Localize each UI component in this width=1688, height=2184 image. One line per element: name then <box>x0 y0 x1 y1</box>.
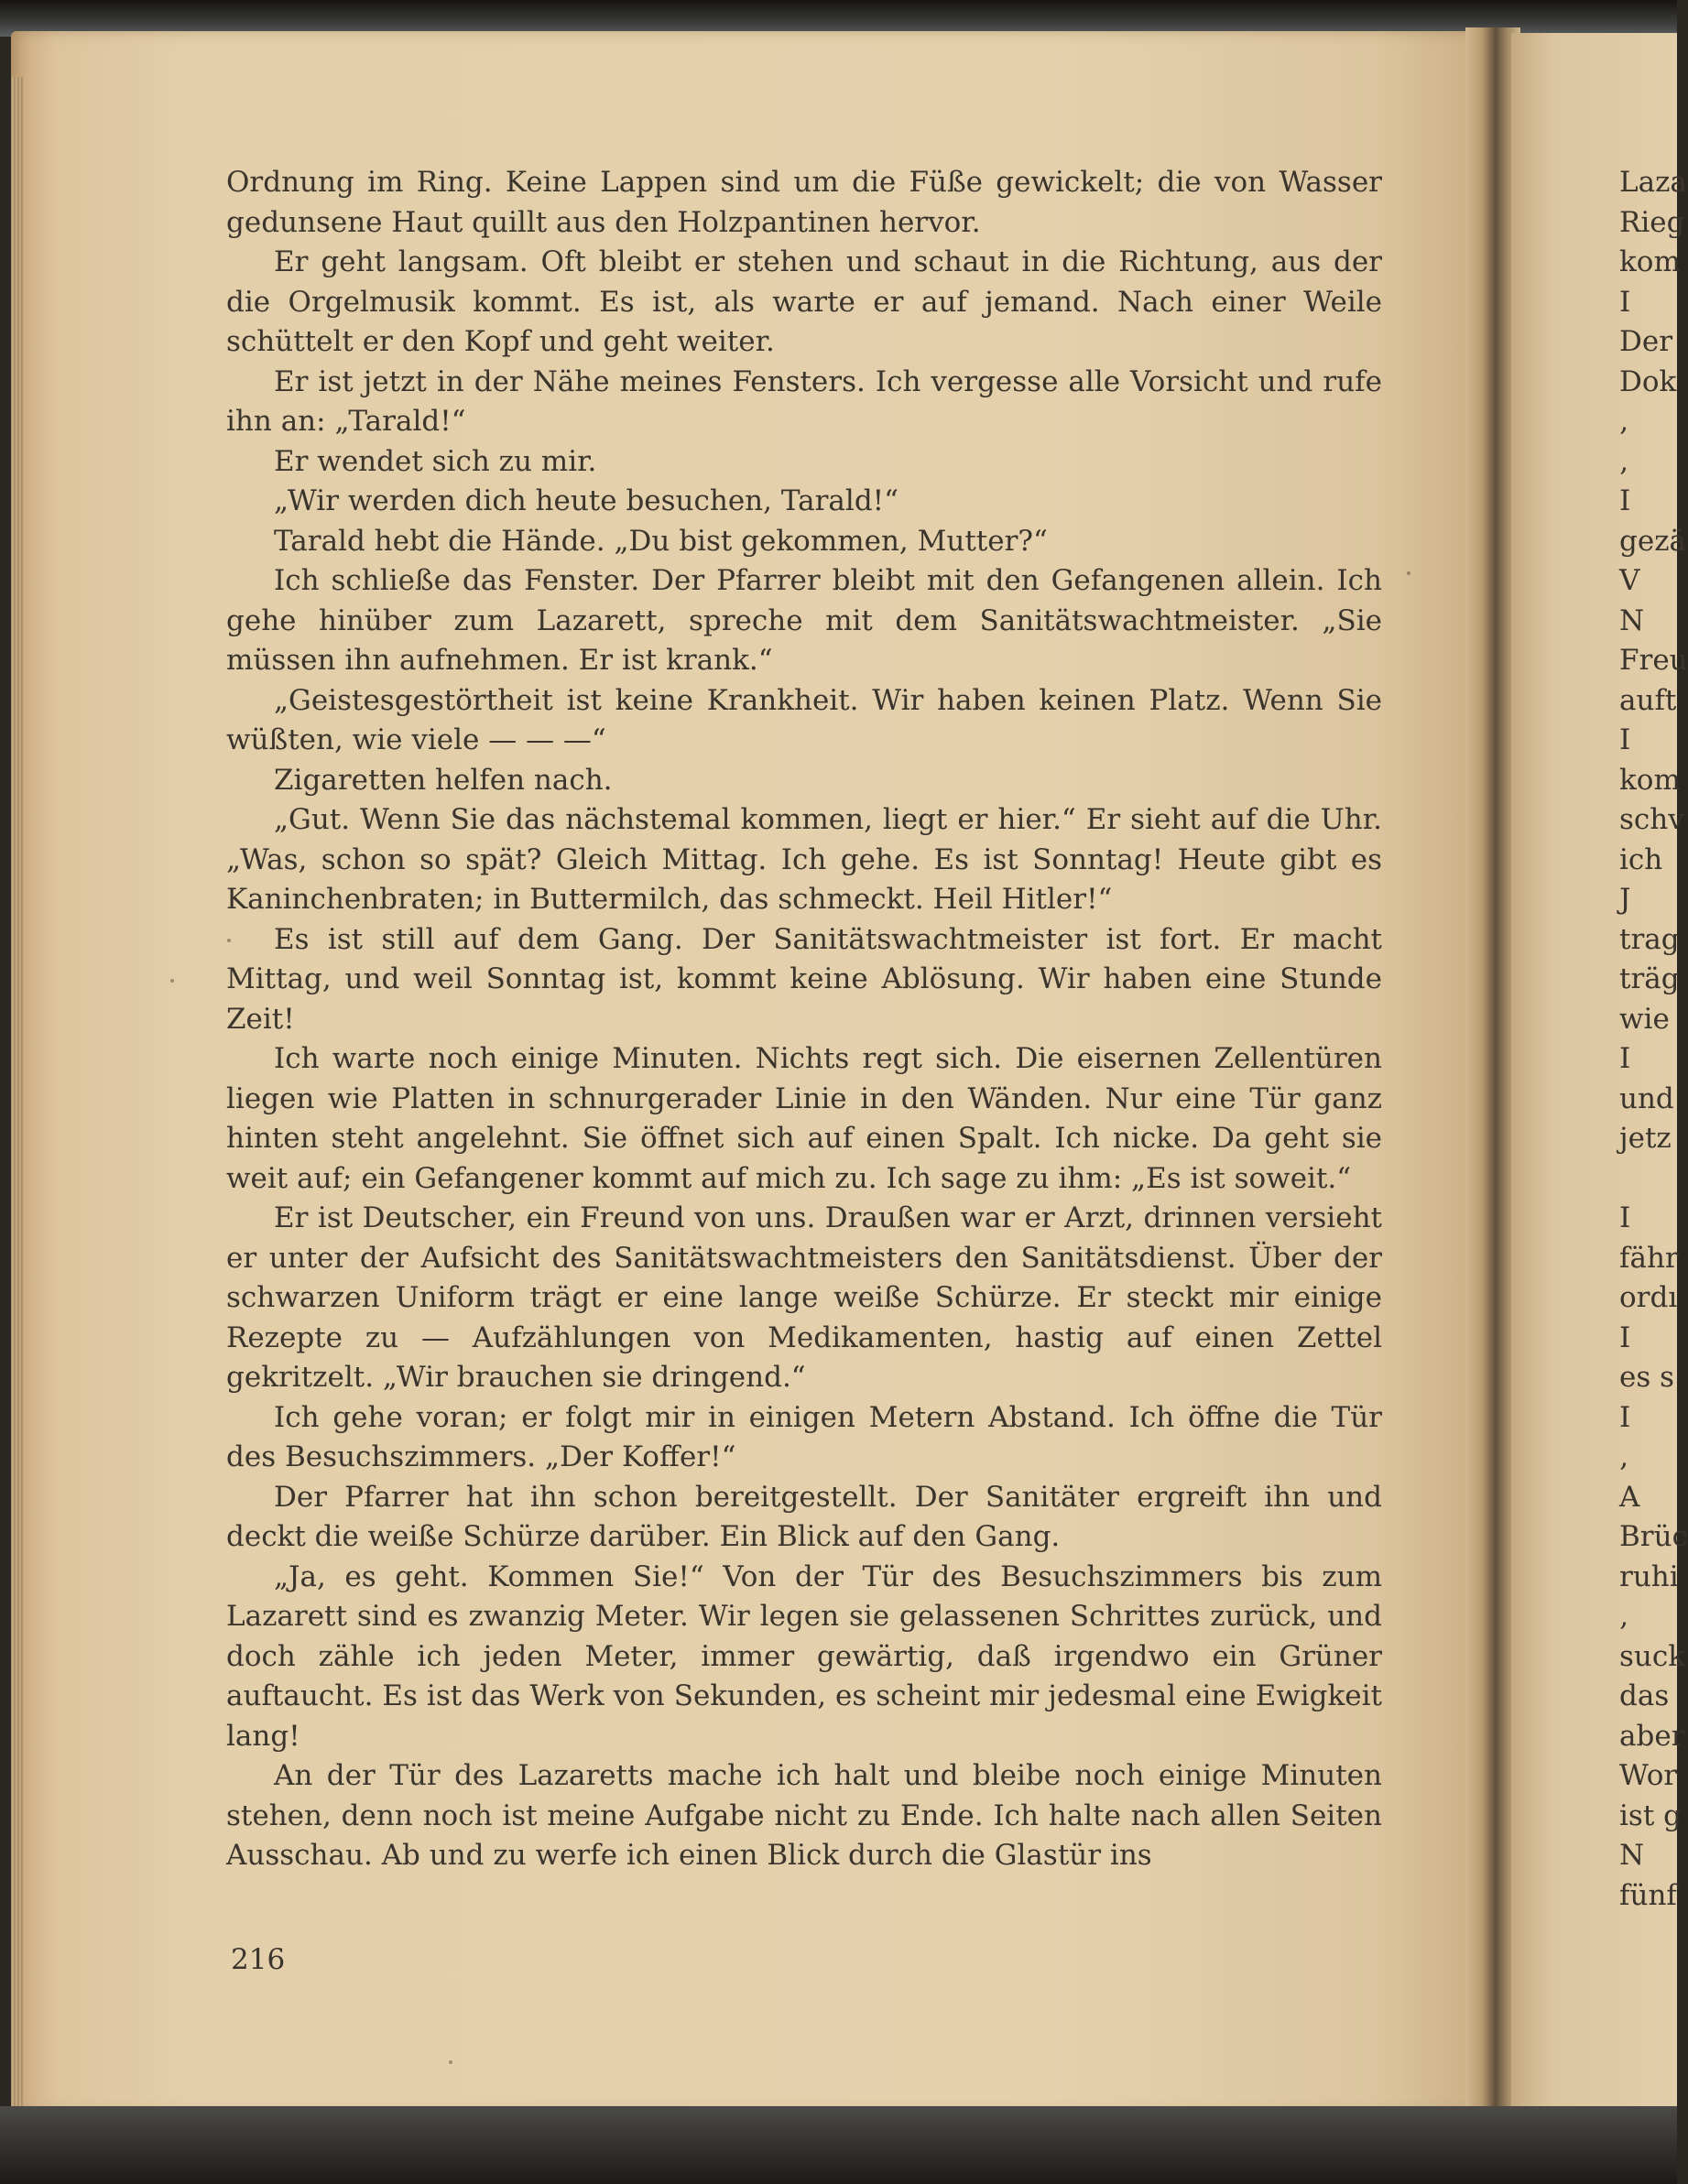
right-line: ich <box>1619 842 1663 876</box>
right-line: das <box>1619 1679 1670 1712</box>
right-line: ‚ <box>1619 405 1628 438</box>
paragraph: Ich warte noch einige Minuten. Nichts regt sich. Die eisernen Zellentüren liegen wie Platten in schnurgerader Linie in den Wänden. Nur eine Tür ganz hinten steht angelehnt. Sie öffnet sich auf einen Spalt. Ich nicke. Da geht sie weit auf; ein Gefangener kommt auf mich zu. Ich sage zu ihm: „Es ist soweit.“ <box>226 1042 1382 1195</box>
right-line: N <box>1619 1839 1645 1872</box>
right-line: Dok <box>1619 364 1677 398</box>
right-line: I <box>1619 285 1631 319</box>
right-line: Laza <box>1619 166 1687 199</box>
right-line: suck <box>1619 1639 1686 1673</box>
right-line: ordı <box>1619 1281 1678 1314</box>
right-line: N <box>1619 603 1645 637</box>
right-line <box>1619 1159 1677 1200</box>
right-line: Brüc <box>1619 1520 1688 1553</box>
right-line: J <box>1619 883 1631 916</box>
right-line: aber <box>1619 1719 1685 1753</box>
right-line: kom <box>1619 245 1681 278</box>
paper-speck <box>170 979 174 983</box>
right-line: es s <box>1619 1361 1675 1394</box>
right-line: ‚ <box>1619 444 1628 478</box>
paragraph: An der Tür des Lazaretts mache ich halt und bleibe noch einige Minuten stehen, denn noch ist meine Aufgabe nicht zu Ende. Ich halte nach allen Seiten Ausschau. Ab und zu werfe ich einen Blick durch die Glastür ins <box>226 1759 1382 1872</box>
right-page-text-fragments <box>1619 163 1688 1916</box>
paragraph: Ich gehe voran; er folgt mir in einigen Metern Abstand. Ich öffne die Tür des Besuchszimmers. „Der Koffer!“ <box>226 1400 1382 1473</box>
paragraph: Ordnung im Ring. Keine Lappen sind um die Füße gewickelt; die von Wasser gedunsene Haut quillt aus den Holzpantinen hervor. <box>226 166 1382 239</box>
paper-speck <box>227 939 231 942</box>
paragraph: Er ist Deutscher, ein Freund von uns. Draußen war er Arzt, drinnen versieht er unter der Aufsicht des Sanitätswachtmeisters den Sanitätsdienst. Über der schwarzen Uniform trägt er eine lange weiße Schürze. Er steckt mir einige Rezepte zu — Aufzählungen von Medikamenten, hastig auf einen Zettel gekritzelt. „Wir brauchen sie dringend.“ <box>226 1201 1382 1394</box>
right-line: I <box>1619 1400 1631 1434</box>
right-line: Der <box>1619 325 1673 358</box>
right-line: I <box>1619 484 1631 517</box>
right-line: Wor <box>1619 1759 1678 1792</box>
paragraph: Tarald hebt die Hände. „Du bist gekommen, Mutter?“ <box>274 524 1048 558</box>
right-line: kom <box>1619 763 1681 797</box>
right-line: I <box>1619 723 1631 756</box>
paper-speck <box>1407 571 1410 575</box>
right-line: und <box>1619 1081 1674 1115</box>
right-line: ruhi <box>1619 1559 1679 1593</box>
right-line: A <box>1619 1480 1640 1514</box>
paragraph: Ich schließe das Fenster. Der Pfarrer bleibt mit den Gefangenen allein. Ich gehe hinüber zum Lazarett, spreche mit dem Sanitätswachtmeister. „Sie müssen ihn aufnehmen. Er ist krank.“ <box>226 564 1382 677</box>
right-line: fünf <box>1619 1878 1677 1912</box>
right-line: ist g <box>1619 1798 1682 1832</box>
paragraph: Er ist jetzt in der Nähe meines Fensters. Ich vergesse alle Vorsicht und rufe ihn an: „Tarald!“ <box>226 364 1382 438</box>
paragraph: Er geht langsam. Oft bleibt er stehen und schaut in die Richtung, aus der die Orgelmusik kommt. Es ist, als warte er auf jemand. Nach einer Weile schüttelt er den Kopf und geht weiter. <box>226 245 1382 358</box>
right-line: ‚ <box>1619 1600 1628 1633</box>
right-line: auft <box>1619 683 1677 717</box>
paragraph: „Gut. Wenn Sie das nächstemal kommen, liegt er hier.“ Er sieht auf die Uhr. „Was, schon so spät? Gleich Mittag. Ich gehe. Es ist Sonntag! Heute gibt es Kaninchenbraten; in Buttermilch, das schmeckt. Heil Hitler!“ <box>226 803 1382 916</box>
paragraph: „Ja, es geht. Kommen Sie!“ Von der Tür des Besuchszimmers bis zum Lazarett sind es zwanzig Meter. Wir legen sie gelassenen Schrittes zurück, und doch zähle ich jeden Meter, immer gewärtig, daß irgendwo ein Grüner auftaucht. Es ist das Werk von Sekunden, es scheint mir jedesmal eine Ewigkeit lang! <box>226 1559 1382 1753</box>
right-line: Freu <box>1619 644 1688 677</box>
right-line: jetz <box>1619 1122 1672 1155</box>
right-line: Rieg <box>1619 205 1685 239</box>
right-line: trag <box>1619 922 1680 956</box>
right-line: fähr <box>1619 1241 1679 1275</box>
paragraph: „Wir werden dich heute besuchen, Tarald!“ <box>274 484 898 517</box>
page-number: 216 <box>231 1943 286 1976</box>
right-line: I <box>1619 1320 1631 1354</box>
paragraph: Es ist still auf dem Gang. Der Sanitätswachtmeister ist fort. Er macht Mittag, und weil Sonntag ist, kommt keine Ablösung. Wir haben eine Stunde Zeit! <box>226 922 1382 1036</box>
right-line: I <box>1619 1042 1631 1075</box>
paragraph: Er wendet sich zu mir. <box>274 444 597 478</box>
left-page-text <box>226 163 1382 1876</box>
right-line: I <box>1619 1201 1631 1234</box>
paragraph: Zigaretten helfen nach. <box>274 763 613 797</box>
right-line: schv <box>1619 803 1684 836</box>
paragraph: Der Pfarrer hat ihn schon bereitgestellt. Der Sanitäter ergreift ihn und deckt die weiße Schürze darüber. Ein Blick auf den Gang. <box>226 1480 1382 1553</box>
page-stack-edge <box>11 77 24 2128</box>
right-line: wie <box>1619 1002 1670 1036</box>
right-line: gezä <box>1619 524 1687 558</box>
right-line: V <box>1619 564 1640 597</box>
right-line: ‚ <box>1619 1440 1628 1473</box>
scan-bottom-edge <box>0 2106 1677 2184</box>
paragraph: „Geistesgestörtheit ist keine Krankheit. Wir haben keinen Platz. Wenn Sie wüßten, wie viele — — —“ <box>226 683 1382 756</box>
right-line: träg <box>1619 962 1680 995</box>
paper-speck <box>449 2060 452 2064</box>
